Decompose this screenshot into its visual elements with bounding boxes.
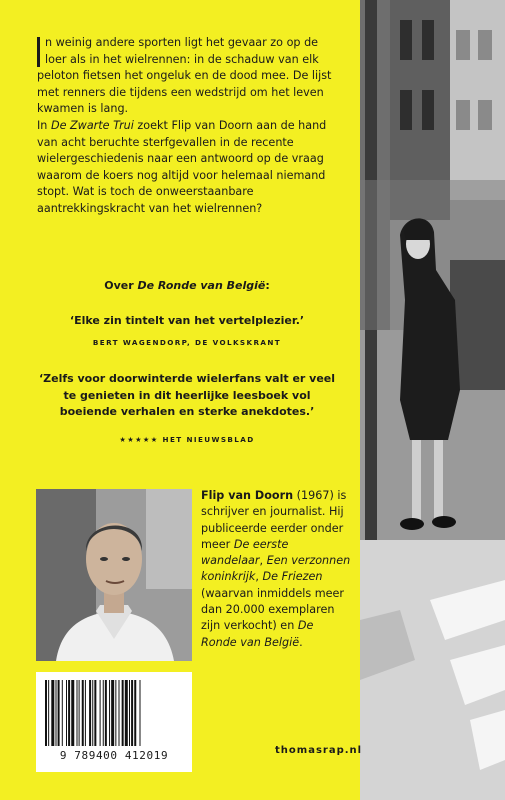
book-title: Een verzonnen koninkrijk (201, 554, 351, 584)
author-bio (201, 488, 351, 651)
review-source: ★★★★★ HET NIEUWSBLAD (119, 435, 255, 444)
text: , (255, 570, 263, 584)
text: zoekt Flip van Doorn aan de hand van acht beruchte sterfgevallen in de recente wielergeschiedenis naar een antwoord op de vraag waarom de koers nog altijd voor helemaal niemand stopt. Wat is toch de onweerstaanbare aantrekkingskracht van het wielrennen? (37, 118, 327, 215)
street-scene-image (360, 0, 505, 800)
blurb-paragraph: peloton fietsen het ongeluk en de dood mee. De lijst met renners die tijdens een wedstrijd om het leven kwamen is lang. (37, 69, 332, 116)
book-title: De Ronde van België (201, 619, 314, 649)
book-title: De Friezen (262, 570, 323, 584)
text: (waarvan inmiddels meer dan 20.000 exemplaren zijn verkocht) en (201, 586, 344, 633)
book-title: De eerste wandelaar (201, 537, 289, 568)
isbn-number: 9 789400 412019 (59, 749, 169, 762)
text: In (37, 118, 51, 132)
text: . (299, 635, 303, 649)
blurb-line: loer als in het wielrennen: in de schaduw van elk (45, 52, 319, 66)
book-title: De Zwarte Trui (50, 118, 134, 132)
author-name: Flip van Doorn (201, 489, 294, 502)
review-source: BERT WAGENDORP, DE VOLKSKRANT (92, 338, 282, 347)
cover-photo (360, 0, 505, 800)
blurb-paragraph-2 (37, 118, 337, 218)
drop-cap-letter (37, 37, 40, 67)
blurb-line: n weinig andere sporten ligt het gevaar zo op de (45, 36, 319, 49)
text: (1967) is schrijver en journalist. Hij publiceerde eerder onder meer (201, 489, 347, 551)
text: : (265, 279, 270, 292)
author-photo (36, 489, 192, 661)
author-portrait-image (36, 489, 192, 661)
book-title: De Ronde van België (137, 279, 266, 292)
publisher-website: thomasrap.nl (275, 745, 363, 756)
isbn-barcode (36, 672, 192, 772)
blurb-text (37, 35, 337, 218)
text: Over (104, 279, 138, 292)
barcode-bars (45, 680, 185, 746)
review-heading (37, 279, 337, 292)
text: , (259, 554, 267, 568)
review-quote: ‘Zelfs voor doorwinterde wielerfans valt er veel te genieten in dit heerlijke leesboek vol boeiende verhalen en sterke anekdotes.’ (38, 372, 336, 418)
review-quote: ‘Elke zin tintelt van het vertelplezier.’ (69, 314, 305, 327)
